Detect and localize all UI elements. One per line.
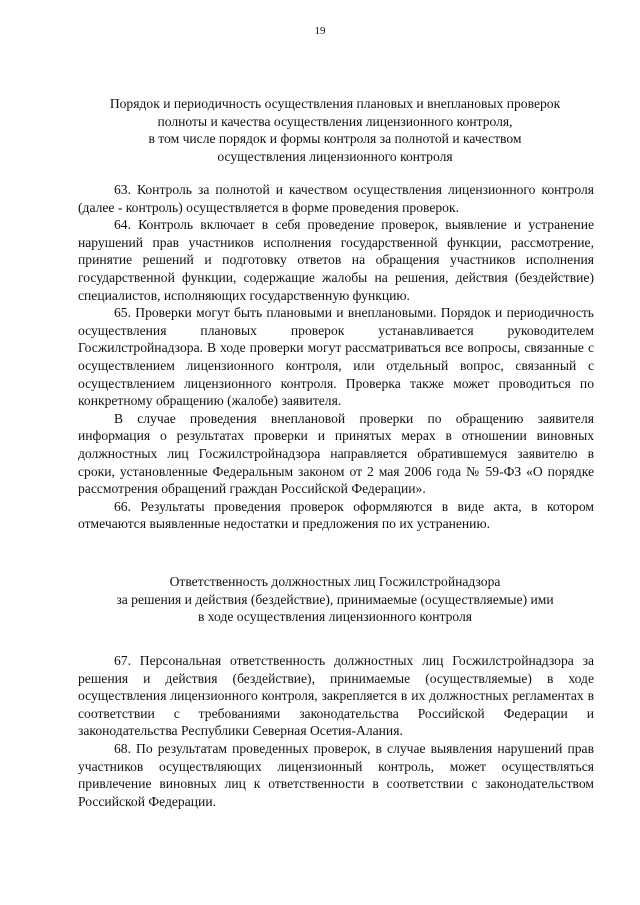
heading-line: Ответственность должностных лиц Госжилстройнадзора [169,574,501,589]
paragraph-65-continued: В случае проведения внеплановой проверки по обращению заявителя информация о результатах проверки и принятых мерах в отношении виновных должностных лиц Госжилстройнадзора направляется обратившемуся заявителю в сроки, установленные Федеральным законом от 2 мая 2006 года № 59-ФЗ «О порядке рассмотрения обращений граждан Российской Федерации». [78,410,594,497]
paragraph-66: 66. Результаты проведения проверок оформляются в виде акта, в котором отмечаются выявленные недостатки и предложения по их устранению. [78,498,594,532]
heading-line: Порядок и периодичность осуществления плановых и внеплановых проверок [109,96,561,111]
section-heading-responsibility [82,573,588,626]
heading-line: в ходе осуществления лицензионного контроля [197,609,473,625]
paragraph-64: 64. Контроль включает в себя проведение проверок, выявление и устранение нарушений прав участников исполнения государственной функции, рассмотрение, принятие решений и подготовку ответов на обращения участников исполнения государственной функции, содержащие жалобы на решения, действия (бездействие) специалистов, исполняющих государственную функцию. [78,217,594,303]
heading-line: за решения и действия (бездействие), принимаемые (осуществляемые) ими [116,591,554,607]
page-number: 19 [314,25,326,37]
section-body-responsibility [78,652,594,810]
heading-line: полноты и качества осуществления лицензионного контроля, [157,113,513,129]
section-body-inspections [78,181,594,533]
paragraph-68: 68. По результатам проведенных проверок, в случае выявления нарушений прав участников осуществляющих лицензионный контроль, может осуществляться привлечение виновных лиц к ответственности в соответствии с законодательством Российской Федерации. [78,740,594,809]
paragraph-65: 65. Проверки могут быть плановыми и внеплановыми. Порядок и периодичность осуществления плановых проверок устанавливается руководителем Госжилстройнадзора. В ходе проверки могут рассматриваться все вопросы, связанные с осуществлением лицензионного контроля, или отдельный вопрос, связанный с осуществлением лицензионного контроля. Проверка также может проводиться по конкретному обращению (жалобе) заявителя. [78,305,594,409]
paragraph-67: 67. Персональная ответственность должностных лиц Госжилстройнадзора за решения и действия (бездействие), принимаемые (осуществляемые) в ходе осуществления лицензионного контроля, закрепляется в их должностных регламентах в соответствии с требованиями законодательства Российской Федерации и законодательства Республики Северная Осетия-Алания. [78,653,594,739]
paragraph-63: 63. Контроль за полнотой и качеством осуществления лицензионного контроля (далее - контроль) осуществляется в форме проведения проверок. [78,182,594,215]
heading-line: осуществления лицензионного контроля [217,148,453,164]
heading-line: в том числе порядок и формы контроля за полнотой и качеством [148,131,522,147]
section-heading-inspections [82,95,588,165]
